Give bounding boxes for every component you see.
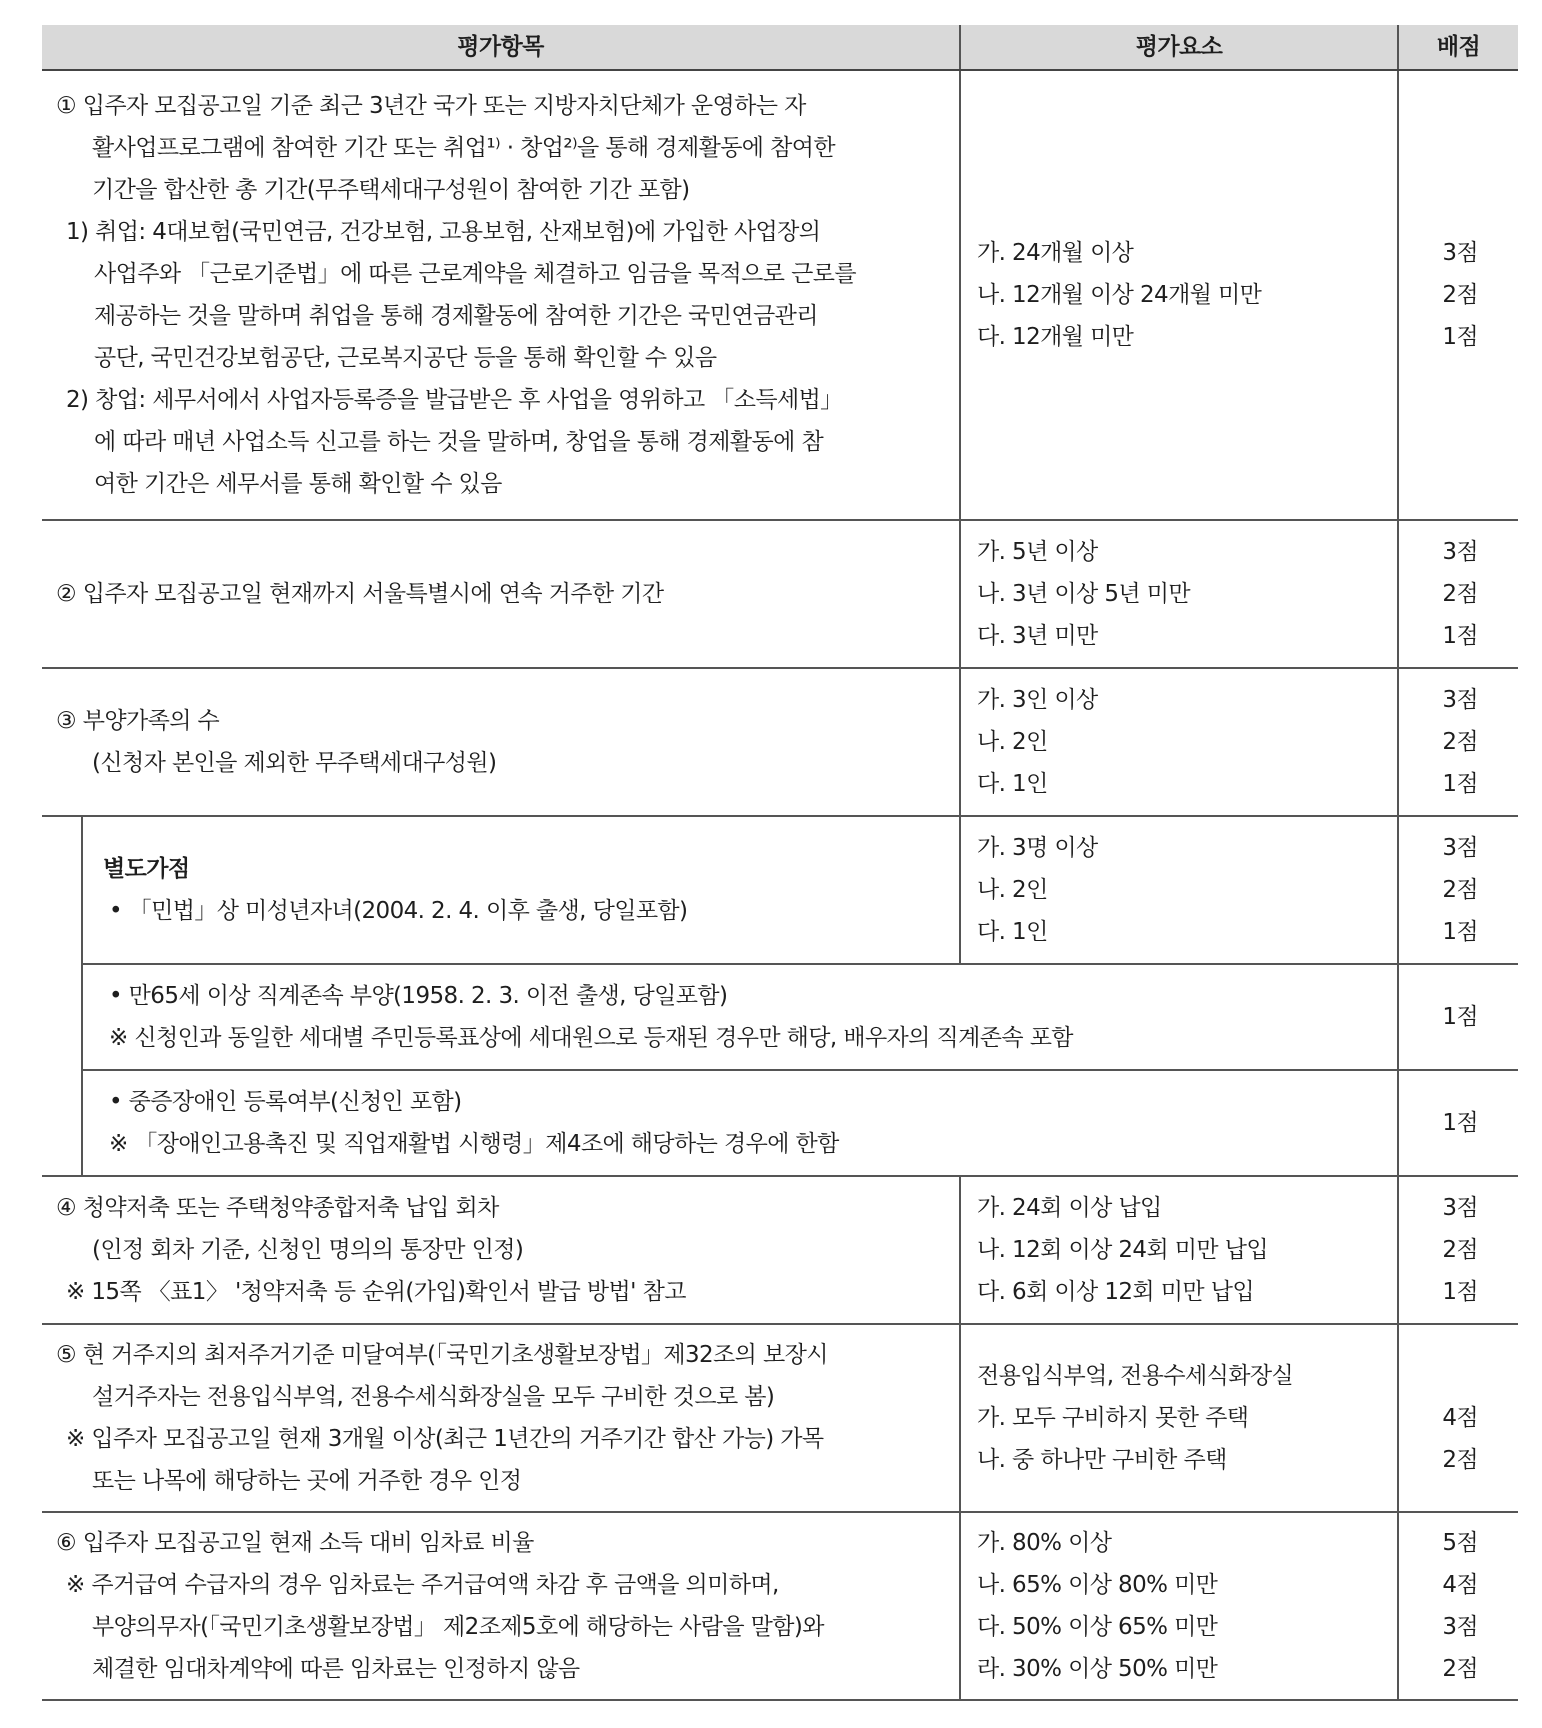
element-option: 나. 3년 이상 5년 미만 — [977, 581, 1190, 607]
row1-item — [42, 70, 960, 520]
row1-line: 여한 기간은 세무서를 통해 확인할 수 있음 — [94, 471, 502, 497]
row5-item — [42, 1324, 960, 1512]
row5-elements — [960, 1324, 1398, 1512]
score-value: 5점 — [1442, 1530, 1479, 1556]
extra-title: 별도가점 — [103, 856, 190, 882]
row1-line: 사업주와 「근로기준법」에 따른 근로계약을 체결하고 임금을 목적으로 근로를 — [94, 261, 856, 287]
element-option: 가. 24회 이상 납입 — [977, 1195, 1162, 1221]
extra-row-elder — [42, 964, 1518, 1070]
extra-minor-item — [82, 816, 960, 964]
table-row-2 — [42, 520, 1518, 668]
row5-line: ⑤ 현 거주지의 최저주거기준 미달여부(「국민기초생활보장법」제32조의 보장시 — [56, 1342, 828, 1368]
row1-line: 2) 창업: 세무서에서 사업자등록증을 발급받은 후 사업을 영위하고 「소득세법」 — [66, 387, 843, 413]
row6-line: ⑥ 입주자 모집공고일 현재 소득 대비 임차료 비율 — [56, 1530, 534, 1556]
score-value: 3점 — [1442, 1195, 1479, 1221]
row6-line: 부양의무자(「국민기초생활보장법」 제2조제5호에 해당하는 사람을 말함)와 — [92, 1614, 824, 1640]
row2-elements — [960, 520, 1398, 668]
extra-minor-scores — [1398, 816, 1518, 964]
row6-line: ※ 주거급여 수급자의 경우 임차료는 주거급여액 차감 후 금액을 의미하며, — [66, 1572, 779, 1598]
row4-line: ※ 15쪽 〈표1〉 '청약저축 등 순위(가입)확인서 발급 방법' 참고 — [66, 1279, 686, 1305]
element-option: 나. 12회 이상 24회 미만 납입 — [977, 1237, 1268, 1263]
element-option: 가. 24개월 이상 — [977, 240, 1134, 266]
score-value: 2점 — [1442, 877, 1479, 903]
row5-line: ※ 입주자 모집공고일 현재 3개월 이상(최근 1년간의 거주기간 합산 가능) 가목 — [66, 1426, 824, 1452]
score-value: 2점 — [1442, 1447, 1479, 1473]
extra-disabled-line: • 중증장애인 등록여부(신청인 포함) — [109, 1089, 462, 1115]
header-score: 배점 — [1398, 25, 1518, 70]
score-value — [1399, 1355, 1478, 1397]
row3-scores — [1398, 668, 1518, 816]
row6-elements — [960, 1512, 1398, 1700]
element-option: 다. 6회 이상 12회 미만 납입 — [977, 1279, 1254, 1305]
extra-row-disabled — [42, 1070, 1518, 1176]
table-row-1 — [42, 70, 1518, 520]
extra-elder-score: 1점 — [1398, 964, 1518, 1070]
element-option: 나. 12개월 이상 24개월 미만 — [977, 282, 1262, 308]
header-element: 평가요소 — [960, 25, 1398, 70]
score-value: 3점 — [1442, 539, 1479, 565]
element-option: 나. 2인 — [977, 877, 1048, 903]
row2-line: ② 입주자 모집공고일 현재까지 서울특별시에 연속 거주한 기간 — [56, 581, 664, 607]
row4-scores — [1398, 1176, 1518, 1324]
row5-line: 설거주자는 전용입식부엌, 전용수세식화장실을 모두 구비한 것으로 봄) — [92, 1384, 775, 1410]
element-option: 다. 1인 — [977, 919, 1048, 945]
element-option: 가. 3명 이상 — [977, 835, 1098, 861]
score-value: 2점 — [1442, 282, 1479, 308]
element-option: 가. 3인 이상 — [977, 687, 1098, 713]
row1-line: 제공하는 것을 말하며 취업을 통해 경제활동에 참여한 기간은 국민연금관리 — [94, 303, 818, 329]
row6-item — [42, 1512, 960, 1700]
element-option: 가. 80% 이상 — [977, 1530, 1112, 1556]
score-value: 2점 — [1442, 729, 1479, 755]
row3-line: ③ 부양가족의 수 — [56, 708, 220, 734]
score-value: 2점 — [1442, 1237, 1479, 1263]
table-bottom-border — [42, 1700, 1518, 1701]
score-value: 2점 — [1442, 1656, 1479, 1682]
score-value: 1점 — [1442, 919, 1479, 945]
element-option: 다. 50% 이상 65% 미만 — [977, 1614, 1218, 1640]
score-value: 2점 — [1442, 581, 1479, 607]
table-row-5 — [42, 1324, 1518, 1512]
row5-scores — [1398, 1324, 1518, 1512]
row4-line: (인정 회차 기준, 신청인 명의의 통장만 인정) — [92, 1237, 524, 1263]
element-option: 가. 모두 구비하지 못한 주택 — [977, 1405, 1249, 1431]
element-option: 가. 5년 이상 — [977, 539, 1098, 565]
score-value: 1점 — [1442, 1279, 1479, 1305]
row3-item — [42, 668, 960, 816]
row3-line: (신청자 본인을 제외한 무주택세대구성원) — [92, 750, 497, 776]
row1-line: 1) 취업: 4대보험(국민연금, 건강보험, 고용보험, 산재보험)에 가입한 사업장의 — [66, 219, 821, 245]
extra-disabled-line: ※ 「장애인고용촉진 및 직업재활법 시행령」제4조에 해당하는 경우에 한함 — [109, 1131, 839, 1157]
element-option: 나. 2인 — [977, 729, 1048, 755]
score-value: 3점 — [1442, 1614, 1479, 1640]
row2-item — [42, 520, 960, 668]
row1-line: 공단, 국민건강보험공단, 근로복지공단 등을 통해 확인할 수 있음 — [94, 345, 717, 371]
row4-elements — [960, 1176, 1398, 1324]
score-value: 4점 — [1442, 1405, 1479, 1431]
element-option: 다. 12개월 미만 — [977, 324, 1134, 350]
row6-scores — [1398, 1512, 1518, 1700]
row6-line: 체결한 임대차계약에 따른 임차료는 인정하지 않음 — [92, 1656, 580, 1682]
table-header-row — [42, 25, 1518, 70]
extra-disabled-score: 1점 — [1398, 1070, 1518, 1176]
row4-item — [42, 1176, 960, 1324]
row1-elements — [960, 70, 1398, 520]
extra-row-minor — [42, 816, 1518, 964]
element-option: 다. 1인 — [977, 771, 1048, 797]
extra-disabled-item — [82, 1070, 1398, 1176]
element-option: 라. 30% 이상 50% 미만 — [977, 1656, 1218, 1682]
table-row-3 — [42, 668, 1518, 816]
extra-elder-line: ※ 신청인과 동일한 세대별 주민등록표상에 세대원으로 등재된 경우만 해당, 배우자의 직계존속 포함 — [109, 1025, 1073, 1051]
score-value: 1점 — [1442, 623, 1479, 649]
row1-line: 활사업프로그램에 참여한 기간 또는 취업¹⁾ · 창업²⁾을 통해 경제활동에 참여한 — [92, 135, 835, 161]
extra-elder-item — [82, 964, 1398, 1070]
row2-scores — [1398, 520, 1518, 668]
table-row-4 — [42, 1176, 1518, 1324]
bottom-rule — [42, 1700, 1518, 1701]
row1-line: 에 따라 매년 사업소득 신고를 하는 것을 말하며, 창업을 통해 경제활동에 참 — [94, 429, 824, 455]
table-row-6 — [42, 1512, 1518, 1700]
row1-scores — [1398, 70, 1518, 520]
evaluation-table — [42, 25, 1518, 1701]
score-value: 4점 — [1442, 1572, 1479, 1598]
row1-line: 기간을 합산한 총 기간(무주택세대구성원이 참여한 기간 포함) — [92, 177, 690, 203]
score-value: 3점 — [1442, 240, 1479, 266]
row3-elements — [960, 668, 1398, 816]
extra-minor-elements — [960, 816, 1398, 964]
row5-line: 또는 나목에 해당하는 곳에 거주한 경우 인정 — [92, 1468, 522, 1494]
header-item: 평가항목 — [42, 25, 960, 70]
element-option: 전용입식부엌, 전용수세식화장실 — [977, 1363, 1294, 1389]
element-option: 나. 65% 이상 80% 미만 — [977, 1572, 1218, 1598]
score-value: 1점 — [1442, 324, 1479, 350]
score-value: 1점 — [1442, 771, 1479, 797]
extra-elder-line: • 만65세 이상 직계존속 부양(1958. 2. 3. 이전 출생, 당일포함) — [109, 983, 728, 1009]
score-value: 3점 — [1442, 687, 1479, 713]
element-option: 다. 3년 미만 — [977, 623, 1098, 649]
score-value: 3점 — [1442, 835, 1479, 861]
evaluation-table-document — [42, 25, 1518, 1713]
row1-line: ① 입주자 모집공고일 기준 최근 3년간 국가 또는 지방자치단체가 운영하는 자 — [56, 93, 806, 119]
extra-minor-line: • 「민법」상 미성년자녀(2004. 2. 4. 이후 출생, 당일포함) — [109, 898, 688, 924]
row4-line: ④ 청약저축 또는 주택청약종합저축 납입 회차 — [56, 1195, 499, 1221]
extra-spacer — [42, 816, 82, 1176]
element-option: 나. 중 하나만 구비한 주택 — [977, 1447, 1227, 1473]
